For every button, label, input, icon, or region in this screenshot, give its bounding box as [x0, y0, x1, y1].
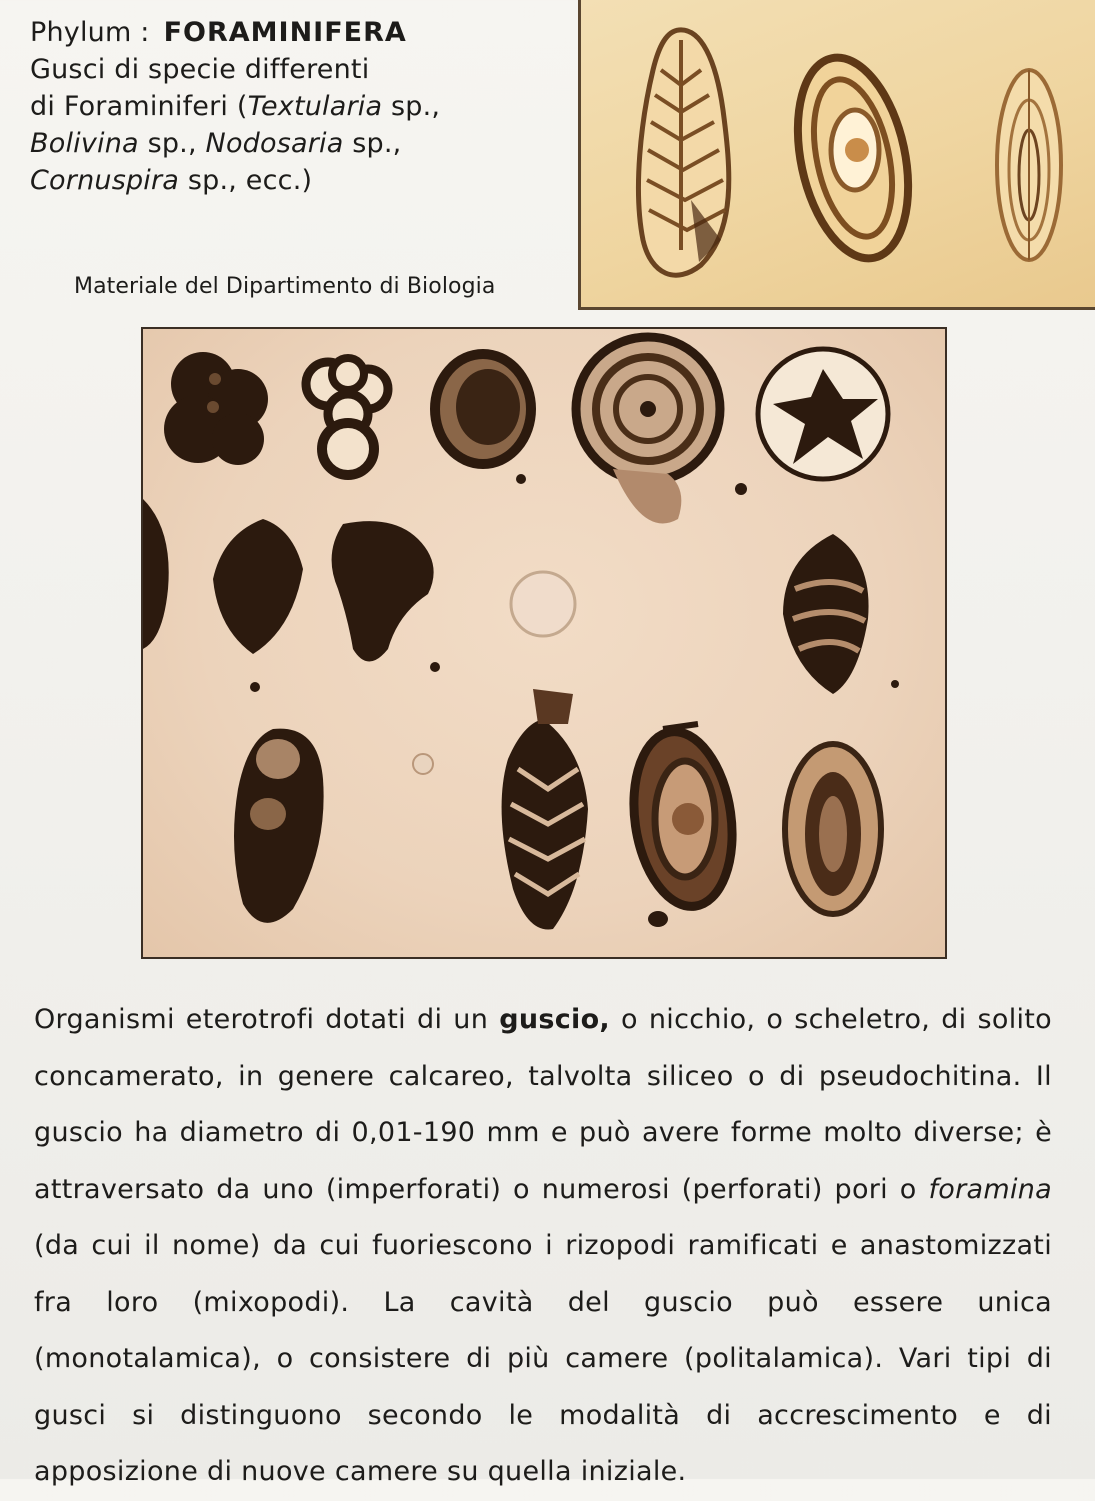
description-italic-foramina: foramina	[928, 1173, 1052, 1205]
shell-fusiform-1	[213, 519, 303, 654]
shell-star	[758, 349, 888, 479]
shell-cornuspira-2	[785, 744, 881, 914]
phylum-name: FORAMINIFERA	[163, 17, 407, 48]
oval-shell	[781, 47, 925, 268]
credit-line: Materiale del Dipartimento di Biologia	[74, 274, 496, 299]
desc-line-2-text: di Foraminiferi (	[30, 91, 248, 122]
species-textularia: Textularia	[247, 91, 383, 122]
shell-lobed-1	[164, 352, 268, 465]
description-part-2: o nicchio, o scheletro, di solito concamerato, in genere calcareo, talvolta siliceo o di pseudochitina. Il guscio ha diametro di 0,01-190 mm e può avere forme molto diverse; è attraversato da uno (imperforati) o numerosi (perforati) pori o	[34, 1004, 1053, 1205]
desc-line-4	[30, 162, 570, 199]
shell-spiral-1	[435, 354, 531, 464]
description-part-3: (da cui il nome) da cui fuoriescono i rizopodi ramificati e anastomizzati fra loro (mixopodi). La cavità del guscio può essere unica (monotalamica), o consistere di più camere (politalamica). Vari tipi di gusci si distinguono secondo le modalità di accrescimento e di apposizione di nuove camere su quella iniziale.	[34, 1230, 1052, 1487]
shell-ghost	[511, 572, 575, 636]
cornuspira-shell	[997, 70, 1061, 260]
phylum-line	[30, 14, 570, 51]
microscope-photo	[141, 327, 947, 959]
header-text	[30, 14, 570, 199]
description-paragraph	[34, 992, 1052, 1501]
shell-textularia-2	[502, 689, 588, 930]
shell-bolivina-1	[783, 534, 869, 694]
shell-trilobed	[332, 521, 434, 661]
desc-line-2	[30, 88, 570, 125]
desc-line-1: Gusci di specie differenti	[30, 54, 370, 85]
species-suffix-2: sp.,	[343, 128, 402, 159]
species-cornuspira: Cornuspira	[30, 165, 180, 196]
description-part-1: Organismi eterotrofi dotati di un	[34, 1004, 500, 1035]
species-between: sp.,	[138, 128, 206, 159]
species-nodosaria: Nodosaria	[205, 128, 344, 159]
shell-globigerina	[306, 358, 388, 475]
species-suffix-1: sp.,	[382, 91, 441, 122]
shell-miliolid	[623, 724, 743, 927]
textularia-shell	[638, 30, 728, 275]
species-bolivina: Bolivina	[30, 128, 139, 159]
phylum-label: Phylum :	[30, 17, 150, 48]
shell-discoid	[576, 337, 720, 523]
top-shell-photo	[578, 0, 1095, 310]
shell-edge-left	[143, 499, 169, 649]
desc-line-3	[30, 125, 570, 162]
description-bold-guscio: guscio,	[499, 1004, 610, 1035]
species-suffix-4: sp., ecc.)	[179, 165, 313, 196]
shell-rotalid	[234, 729, 324, 923]
